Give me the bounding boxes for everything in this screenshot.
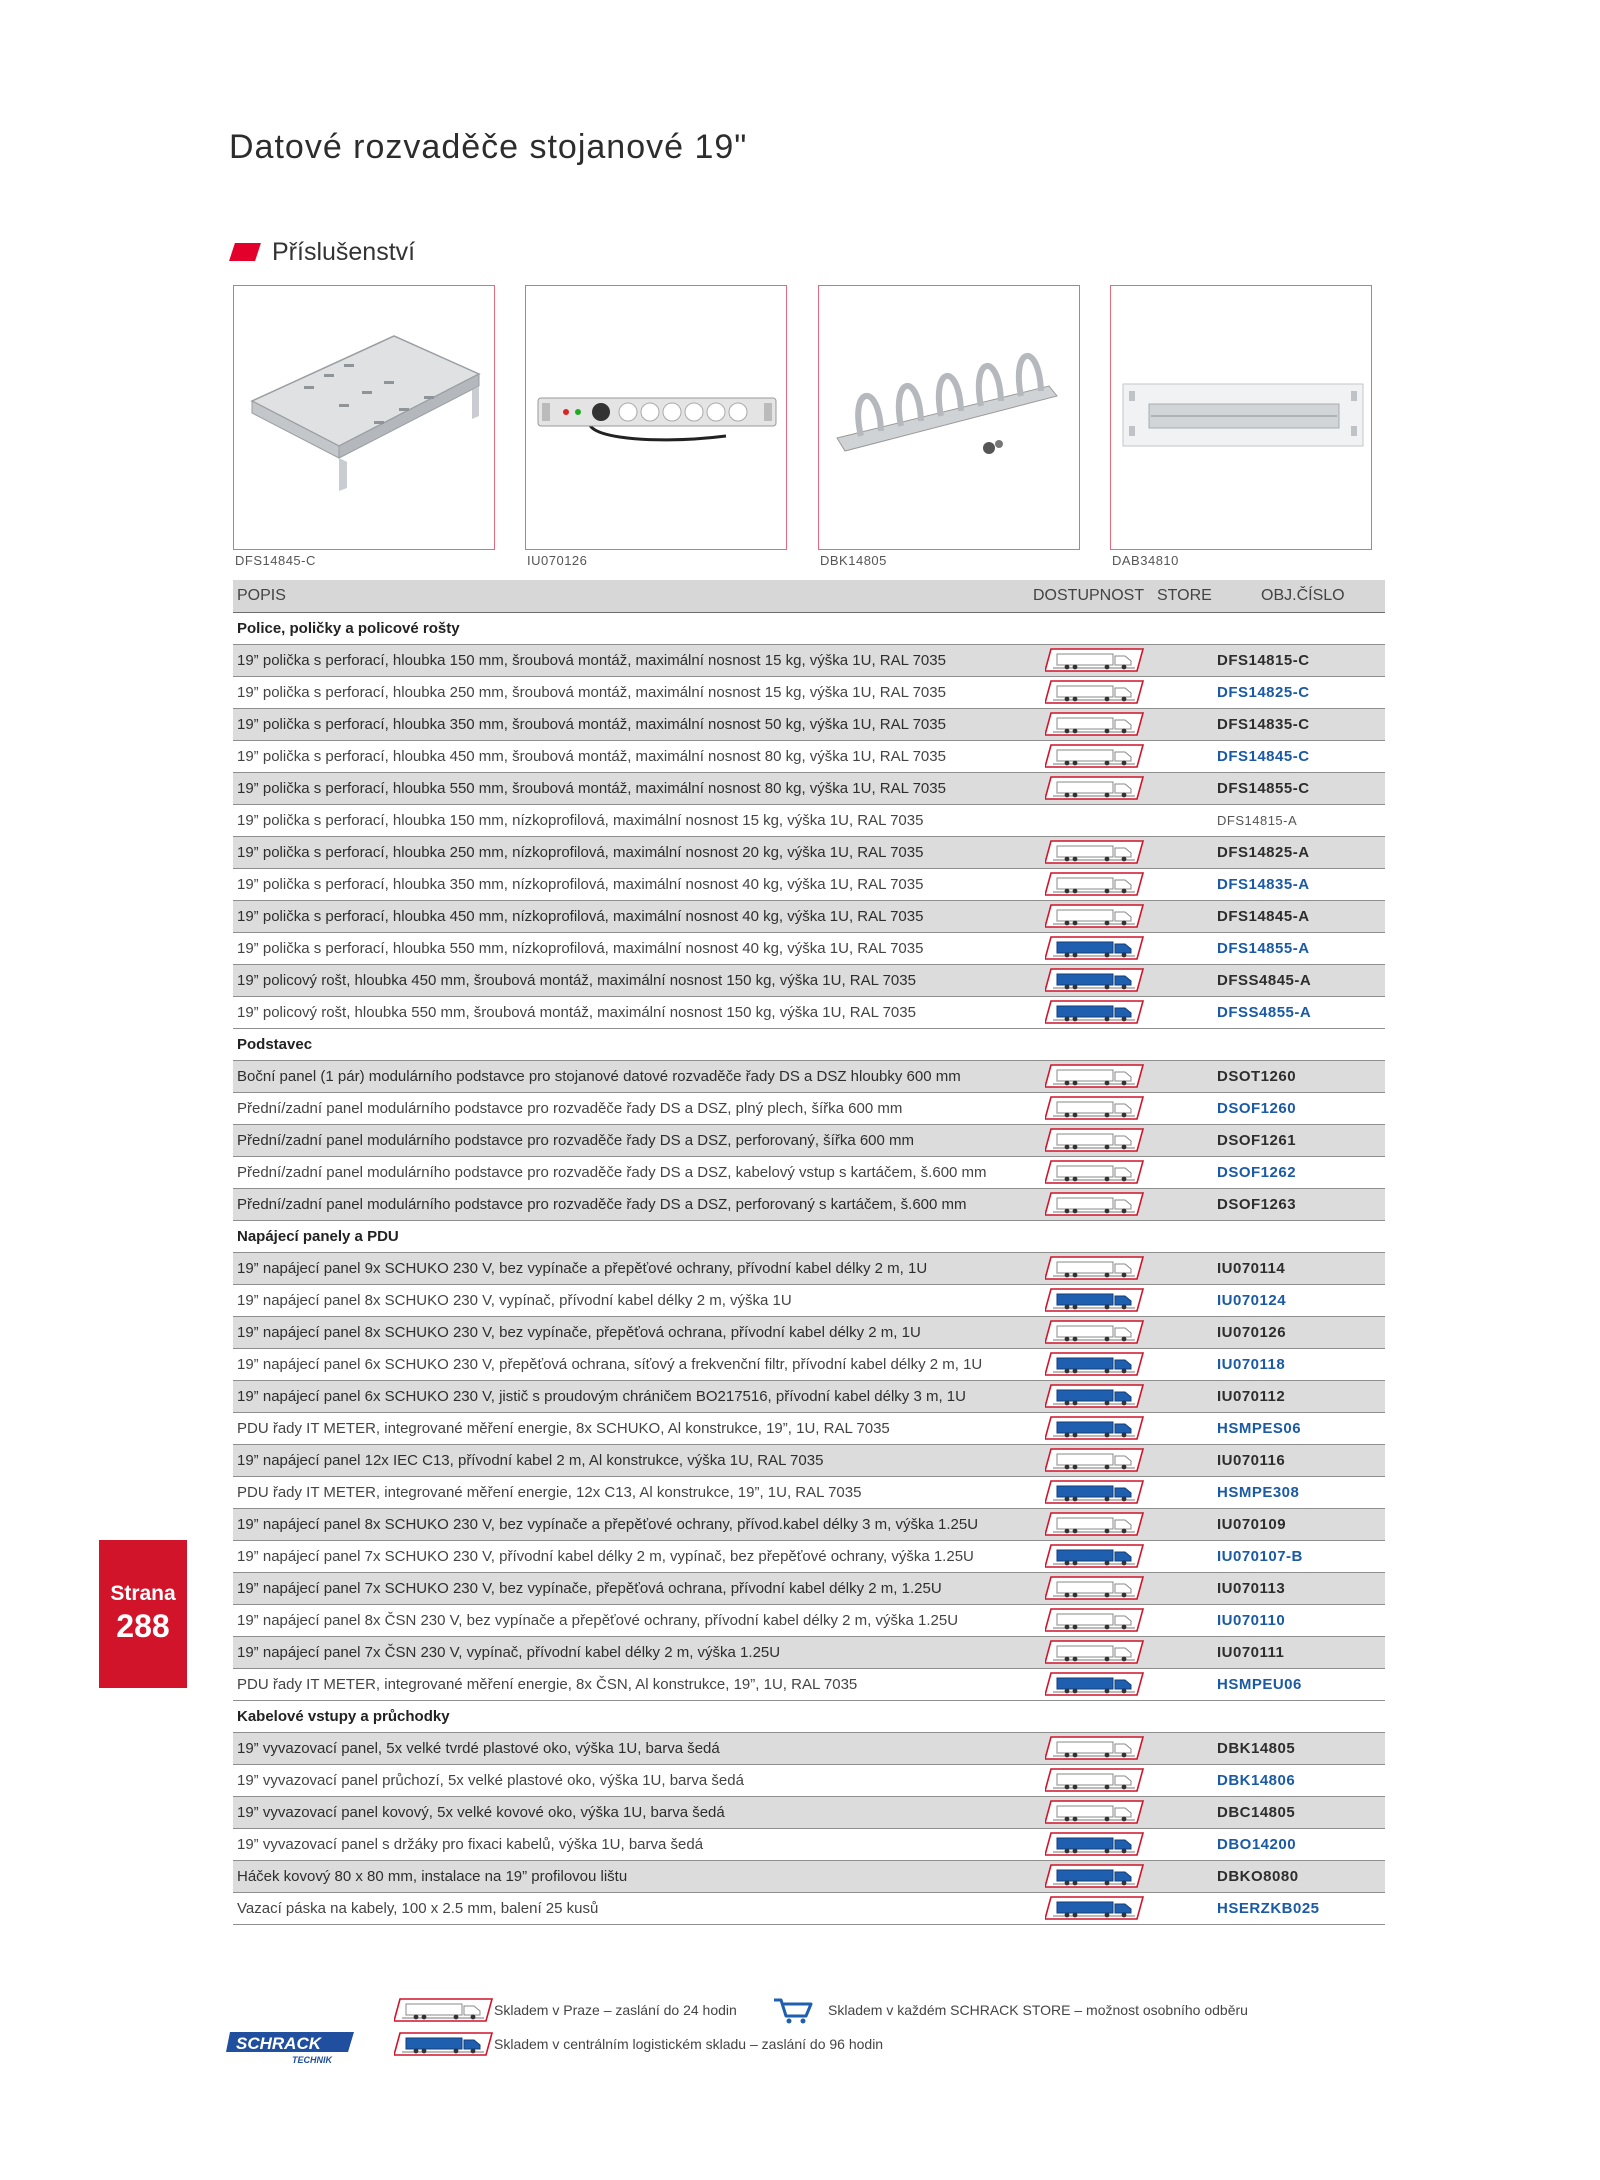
brush-panel-image — [1111, 286, 1373, 551]
row-availability — [1033, 1892, 1153, 1924]
truck-white-icon — [1045, 1159, 1145, 1185]
group-title: Podstavec — [233, 1028, 1385, 1060]
row-availability — [1033, 708, 1153, 740]
row-store — [1153, 1188, 1213, 1220]
truck-white-icon — [1045, 1575, 1145, 1601]
truck-white-icon — [1045, 775, 1145, 801]
row-order-number[interactable]: IU070126 — [1213, 1316, 1385, 1348]
row-description: 19” vyvazovací panel s držáky pro fixaci kabelů, výška 1U, barva šedá — [233, 1828, 1033, 1860]
row-description: 19” napájecí panel 12x IEC C13, přívodní kabel 2 m, Al konstrukce, výška 1U, RAL 7035 — [233, 1444, 1033, 1476]
row-description: 19” polička s perforací, hloubka 450 mm, šroubová montáž, maximální nosnost 80 kg, výška 1U, RAL 7035 — [233, 740, 1033, 772]
row-availability — [1033, 1156, 1153, 1188]
section-label: Příslušenství — [272, 237, 416, 266]
product-table — [233, 580, 1385, 1925]
row-availability — [1033, 996, 1153, 1028]
row-description: 19” napájecí panel 8x SCHUKO 230 V, bez vypínače a přepěťové ochrany, přívod.kabel délky 3 m, výška 1.25U — [233, 1508, 1033, 1540]
shelf-image — [234, 286, 496, 551]
table-row — [233, 1476, 1385, 1508]
row-order-number[interactable]: DFS14835-C — [1213, 708, 1385, 740]
row-description: PDU řady IT METER, integrované měření energie, 12x C13, Al konstrukce, 19”, 1U, RAL 7035 — [233, 1476, 1033, 1508]
page-title: Datové rozvaděče stojanové 19" — [229, 128, 748, 166]
row-availability — [1033, 1572, 1153, 1604]
row-order-number[interactable]: IU070113 — [1213, 1572, 1385, 1604]
row-order-number[interactable]: DFSS4855-A — [1213, 996, 1385, 1028]
row-order-number[interactable]: DSOT1260 — [1213, 1060, 1385, 1092]
row-availability — [1033, 740, 1153, 772]
row-description: 19” napájecí panel 6x SCHUKO 230 V, jistič s proudovým chráničem BO217516, přívodní kabel délky 3 m, 1U — [233, 1380, 1033, 1412]
row-order-number[interactable]: DFS14825-A — [1213, 836, 1385, 868]
row-order-number[interactable]: IU070116 — [1213, 1444, 1385, 1476]
row-store — [1153, 1412, 1213, 1444]
truck-white-icon — [386, 1997, 494, 2023]
row-description: 19” napájecí panel 8x ČSN 230 V, bez vypínače a přepěťové ochrany, přívodní kabel délky 2 m, výška 1.25U — [233, 1604, 1033, 1636]
row-store — [1153, 804, 1213, 836]
table-row — [233, 1252, 1385, 1284]
table-row — [233, 1284, 1385, 1316]
product-card-power-strip[interactable] — [525, 285, 787, 550]
row-description: 19” polička s perforací, hloubka 550 mm, nízkoprofilová, maximální nosnost 40 kg, výška 1U, RAL 7035 — [233, 932, 1033, 964]
row-availability — [1033, 1796, 1153, 1828]
page-number: 288 — [116, 1608, 170, 1644]
truck-white-icon — [1045, 1191, 1145, 1217]
row-availability — [1033, 1508, 1153, 1540]
row-availability — [1033, 1828, 1153, 1860]
truck-white-icon — [1045, 647, 1145, 673]
row-order-number[interactable]: DFS14845-A — [1213, 900, 1385, 932]
row-availability — [1033, 1188, 1153, 1220]
row-store — [1153, 1540, 1213, 1572]
row-description: 19” polička s perforací, hloubka 150 mm, nízkoprofilová, maximální nosnost 15 kg, výška 1U, RAL 7035 — [233, 804, 1033, 836]
row-order-number[interactable]: DFS14845-C — [1213, 740, 1385, 772]
truck-blue-icon — [1045, 1671, 1145, 1697]
row-store — [1153, 1604, 1213, 1636]
row-description: Přední/zadní panel modulárního podstavce pro rozvaděče řady DS a DSZ, plný plech, šířka 600 mm — [233, 1092, 1033, 1124]
group-row — [233, 1220, 1385, 1252]
row-availability — [1033, 1124, 1153, 1156]
row-description: 19” napájecí panel 7x SCHUKO 230 V, bez vypínače, přepěťová ochrana, přívodní kabel délky 2 m, 1.25U — [233, 1572, 1033, 1604]
truck-blue-icon — [1045, 1895, 1145, 1921]
group-row — [233, 1700, 1385, 1732]
row-store — [1153, 1060, 1213, 1092]
row-availability — [1033, 676, 1153, 708]
row-store — [1153, 1508, 1213, 1540]
table-row — [233, 996, 1385, 1028]
row-description: 19” napájecí panel 8x SCHUKO 230 V, vypínač, přívodní kabel délky 2 m, výška 1U — [233, 1284, 1033, 1316]
row-store — [1153, 900, 1213, 932]
table-row — [233, 1092, 1385, 1124]
legend-store: Skladem v každém SCHRACK STORE – možnost osobního odběru — [828, 2002, 1248, 2018]
table-row — [233, 900, 1385, 932]
row-store — [1153, 1732, 1213, 1764]
row-description: 19” vyvazovací panel, 5x velké tvrdé plastové oko, výška 1U, barva šedá — [233, 1732, 1033, 1764]
page-label: Strana — [110, 1582, 176, 1605]
truck-blue-icon — [1045, 935, 1145, 961]
row-order-number[interactable]: DBK14806 — [1213, 1764, 1385, 1796]
product-code: DBK14805 — [820, 553, 887, 568]
row-store — [1153, 836, 1213, 868]
truck-blue-icon — [394, 2031, 494, 2057]
header-dostupnost: DOSTUPNOST — [1033, 580, 1153, 612]
row-availability — [1033, 1636, 1153, 1668]
table-row — [233, 1124, 1385, 1156]
row-order-number[interactable]: DFS14825-C — [1213, 676, 1385, 708]
row-availability — [1033, 836, 1153, 868]
row-order-number[interactable]: DFSS4845-A — [1213, 964, 1385, 996]
table-row — [233, 644, 1385, 676]
row-order-number[interactable]: IU070114 — [1213, 1252, 1385, 1284]
truck-white-icon — [1045, 743, 1145, 769]
row-order-number[interactable]: DBK14805 — [1213, 1732, 1385, 1764]
row-store — [1153, 1796, 1213, 1828]
row-description: 19” polička s perforací, hloubka 350 mm, nízkoprofilová, maximální nosnost 40 kg, výška 1U, RAL 7035 — [233, 868, 1033, 900]
table-row — [233, 1540, 1385, 1572]
row-description: 19” polička s perforací, hloubka 350 mm, šroubová montáž, maximální nosnost 50 kg, výška 1U, RAL 7035 — [233, 708, 1033, 740]
row-description: 19” vyvazovací panel kovový, 5x velké kovové oko, výška 1U, barva šedá — [233, 1796, 1033, 1828]
table-row — [233, 1188, 1385, 1220]
row-order-number[interactable]: IU070118 — [1213, 1348, 1385, 1380]
truck-blue-icon — [1045, 1479, 1145, 1505]
row-order-number[interactable]: DBO14200 — [1213, 1828, 1385, 1860]
truck-blue-icon — [1045, 1351, 1145, 1377]
table-row — [233, 676, 1385, 708]
row-description: 19” polička s perforací, hloubka 450 mm, nízkoprofilová, maximální nosnost 40 kg, výška 1U, RAL 7035 — [233, 900, 1033, 932]
row-order-number[interactable]: IU070109 — [1213, 1508, 1385, 1540]
row-description: 19” polička s perforací, hloubka 250 mm, nízkoprofilová, maximální nosnost 20 kg, výška 1U, RAL 7035 — [233, 836, 1033, 868]
table-row — [233, 1316, 1385, 1348]
table-row — [233, 836, 1385, 868]
truck-white-icon — [1045, 839, 1145, 865]
row-store — [1153, 1348, 1213, 1380]
group-row — [233, 612, 1385, 644]
table-row — [233, 964, 1385, 996]
row-order-number[interactable]: DSOF1260 — [1213, 1092, 1385, 1124]
row-order-number[interactable]: HSERZKB025 — [1213, 1892, 1385, 1924]
row-availability — [1033, 1860, 1153, 1892]
table-row — [233, 708, 1385, 740]
row-description: 19” polička s perforací, hloubka 550 mm, šroubová montáž, maximální nosnost 80 kg, výška 1U, RAL 7035 — [233, 772, 1033, 804]
cable-manager-image — [819, 286, 1081, 551]
row-description: 19” polička s perforací, hloubka 150 mm, šroubová montáž, maximální nosnost 15 kg, výška 1U, RAL 7035 — [233, 644, 1033, 676]
section-marker-icon — [229, 243, 261, 261]
truck-white-icon — [1045, 1767, 1145, 1793]
header-store: STORE — [1153, 580, 1213, 612]
row-description: Vazací páska na kabely, 100 x 2.5 mm, balení 25 kusů — [233, 1892, 1033, 1924]
row-order-number[interactable]: DFS14835-A — [1213, 868, 1385, 900]
row-description: 19” napájecí panel 8x SCHUKO 230 V, bez vypínače, přepěťová ochrana, přívodní kabel délky 2 m, 1U — [233, 1316, 1033, 1348]
row-description: Přední/zadní panel modulárního podstavce pro rozvaděče řady DS a DSZ, perforovaný, šířka 600 mm — [233, 1124, 1033, 1156]
row-order-number[interactable]: IU070124 — [1213, 1284, 1385, 1316]
truck-white-icon — [1045, 1735, 1145, 1761]
header-popis: POPIS — [233, 580, 1033, 612]
row-order-number[interactable]: HSMPEU06 — [1213, 1668, 1385, 1700]
legend-central: Skladem v centrálním logistickém skladu – zaslání do 96 hodin — [494, 2036, 884, 2052]
row-store — [1153, 1668, 1213, 1700]
truck-white-icon — [394, 1997, 494, 2023]
truck-blue-icon — [1045, 967, 1145, 993]
truck-white-icon — [1045, 1447, 1145, 1473]
truck-blue-icon — [386, 2031, 494, 2057]
row-order-number[interactable]: DBKO8080 — [1213, 1860, 1385, 1892]
table-row — [233, 1572, 1385, 1604]
truck-white-icon — [1045, 1319, 1145, 1345]
truck-white-icon — [1045, 1255, 1145, 1281]
row-store — [1153, 644, 1213, 676]
truck-white-icon — [1045, 1639, 1145, 1665]
table-row — [233, 1636, 1385, 1668]
row-availability — [1033, 804, 1153, 836]
row-order-number[interactable]: HSMPE308 — [1213, 1476, 1385, 1508]
product-code: DFS14845-C — [235, 553, 316, 568]
truck-white-icon — [1045, 1607, 1145, 1633]
group-title: Napájecí panely a PDU — [233, 1220, 1385, 1252]
row-store — [1153, 708, 1213, 740]
power-strip-image — [526, 286, 788, 551]
row-store — [1153, 1380, 1213, 1412]
row-order-number[interactable]: DBC14805 — [1213, 1796, 1385, 1828]
row-store — [1153, 1476, 1213, 1508]
truck-blue-icon — [1045, 1383, 1145, 1409]
row-order-number[interactable]: IU070107-B — [1213, 1540, 1385, 1572]
row-store — [1153, 964, 1213, 996]
table-row — [233, 1892, 1385, 1924]
shopping-cart-icon — [772, 1996, 814, 2024]
row-store — [1153, 1764, 1213, 1796]
row-availability — [1033, 964, 1153, 996]
row-description: PDU řady IT METER, integrované měření energie, 8x SCHUKO, Al konstrukce, 19”, 1U, RAL 7035 — [233, 1412, 1033, 1444]
row-order-number[interactable]: DSOF1261 — [1213, 1124, 1385, 1156]
row-description: 19” napájecí panel 7x SCHUKO 230 V, přívodní kabel délky 2 m, vypínač, bez přepěťové ochrany, výška 1.25U — [233, 1540, 1033, 1572]
row-store — [1153, 868, 1213, 900]
row-availability — [1033, 1476, 1153, 1508]
table-row — [233, 1668, 1385, 1700]
table-row — [233, 1828, 1385, 1860]
row-description: Přední/zadní panel modulárního podstavce pro rozvaděče řady DS a DSZ, kabelový vstup s kartáčem, š.600 mm — [233, 1156, 1033, 1188]
table-row — [233, 1380, 1385, 1412]
truck-white-icon — [1045, 679, 1145, 705]
row-availability — [1033, 1060, 1153, 1092]
table-row — [233, 1604, 1385, 1636]
row-availability — [1033, 900, 1153, 932]
row-store — [1153, 1636, 1213, 1668]
truck-blue-icon — [1045, 1287, 1145, 1313]
table-row — [233, 740, 1385, 772]
row-availability — [1033, 868, 1153, 900]
row-store — [1153, 1316, 1213, 1348]
row-store — [1153, 1444, 1213, 1476]
table-header-row — [233, 580, 1385, 612]
truck-white-icon — [1045, 711, 1145, 737]
row-description: 19” policový rošt, hloubka 450 mm, šroubová montáž, maximální nosnost 150 kg, výška 1U, RAL 7035 — [233, 964, 1033, 996]
row-store — [1153, 932, 1213, 964]
table-row — [233, 1348, 1385, 1380]
svg-text:SCHRACK: SCHRACK — [236, 2034, 321, 2053]
row-order-number[interactable]: IU070112 — [1213, 1380, 1385, 1412]
truck-blue-icon — [1045, 1543, 1145, 1569]
page-number-tab — [99, 1540, 187, 1688]
truck-blue-icon — [1045, 1863, 1145, 1889]
row-store — [1153, 676, 1213, 708]
row-store — [1153, 1572, 1213, 1604]
row-order-number[interactable]: IU070110 — [1213, 1604, 1385, 1636]
row-availability — [1033, 644, 1153, 676]
table-row — [233, 804, 1385, 836]
truck-blue-icon — [1045, 1831, 1145, 1857]
truck-white-icon — [1045, 1127, 1145, 1153]
row-order-number[interactable]: DFS14815-A — [1213, 804, 1385, 836]
row-description: 19” napájecí panel 7x ČSN 230 V, vypínač, přívodní kabel délky 2 m, výška 1.25U — [233, 1636, 1033, 1668]
row-availability — [1033, 1252, 1153, 1284]
header-obj-cislo: OBJ.ČÍSLO — [1213, 580, 1385, 612]
truck-white-icon — [1045, 903, 1145, 929]
product-card-brush-panel[interactable] — [1110, 285, 1372, 550]
truck-white-icon — [1045, 1511, 1145, 1537]
row-store — [1153, 772, 1213, 804]
row-store — [1153, 1252, 1213, 1284]
row-description: 19” napájecí panel 9x SCHUKO 230 V, bez vypínače a přepěťové ochrany, přívodní kabel délky 2 m, 1U — [233, 1252, 1033, 1284]
row-store — [1153, 1828, 1213, 1860]
row-description: Háček kovový 80 x 80 mm, instalace na 19” profilovou lištu — [233, 1860, 1033, 1892]
table-row — [233, 932, 1385, 964]
table-row — [233, 1156, 1385, 1188]
product-card-cable-manager[interactable] — [818, 285, 1080, 550]
truck-blue-icon — [1045, 1415, 1145, 1441]
row-order-number[interactable]: HSMPES06 — [1213, 1412, 1385, 1444]
section-heading — [232, 236, 415, 268]
row-availability — [1033, 1732, 1153, 1764]
row-store — [1153, 1156, 1213, 1188]
table-row — [233, 1796, 1385, 1828]
group-title: Police, poličky a policové rošty — [233, 612, 1385, 644]
legend-praha: Skladem v Praze – zaslání do 24 hodin — [494, 2002, 737, 2018]
row-order-number[interactable]: DSOF1263 — [1213, 1188, 1385, 1220]
row-availability — [1033, 1092, 1153, 1124]
table-row — [233, 1732, 1385, 1764]
row-availability — [1033, 1380, 1153, 1412]
row-store — [1153, 1892, 1213, 1924]
row-availability — [1033, 1540, 1153, 1572]
row-order-number[interactable]: DFS14815-C — [1213, 644, 1385, 676]
row-store — [1153, 996, 1213, 1028]
row-store — [1153, 1860, 1213, 1892]
table-row — [233, 1860, 1385, 1892]
row-availability — [1033, 1412, 1153, 1444]
row-order-number[interactable]: DFS14855-A — [1213, 932, 1385, 964]
truck-white-icon — [1045, 871, 1145, 897]
row-availability — [1033, 1444, 1153, 1476]
product-code: DAB34810 — [1112, 553, 1179, 568]
table-row — [233, 1508, 1385, 1540]
row-order-number[interactable]: DSOF1262 — [1213, 1156, 1385, 1188]
table-row — [233, 1060, 1385, 1092]
row-description: 19” policový rošt, hloubka 550 mm, šroubová montáž, maximální nosnost 150 kg, výška 1U, RAL 7035 — [233, 996, 1033, 1028]
row-description: 19” napájecí panel 6x SCHUKO 230 V, přepěťová ochrana, síťový a frekvenční filtr, přívodní kabel délky 2 m, 1U — [233, 1348, 1033, 1380]
row-description: Boční panel (1 pár) modulárního podstavce pro stojanové datové rozvaděče řady DS a DSZ hloubky 600 mm — [233, 1060, 1033, 1092]
product-card-shelf[interactable] — [233, 285, 495, 550]
truck-white-icon — [1045, 1063, 1145, 1089]
row-availability — [1033, 1316, 1153, 1348]
row-order-number[interactable]: IU070111 — [1213, 1636, 1385, 1668]
row-store — [1153, 1124, 1213, 1156]
truck-white-icon — [1045, 1095, 1145, 1121]
row-availability — [1033, 1668, 1153, 1700]
row-availability — [1033, 1604, 1153, 1636]
row-store — [1153, 1092, 1213, 1124]
group-row — [233, 1028, 1385, 1060]
row-availability — [1033, 1764, 1153, 1796]
table-row — [233, 868, 1385, 900]
table-row — [233, 1764, 1385, 1796]
group-title: Kabelové vstupy a průchodky — [233, 1700, 1385, 1732]
table-row — [233, 772, 1385, 804]
table-row — [233, 1412, 1385, 1444]
truck-blue-icon — [1045, 999, 1145, 1025]
row-description: 19” polička s perforací, hloubka 250 mm, šroubová montáž, maximální nosnost 15 kg, výška 1U, RAL 7035 — [233, 676, 1033, 708]
row-store — [1153, 1284, 1213, 1316]
row-availability — [1033, 1284, 1153, 1316]
truck-white-icon — [1045, 1799, 1145, 1825]
table-row — [233, 1444, 1385, 1476]
row-availability — [1033, 1348, 1153, 1380]
row-store — [1153, 740, 1213, 772]
schrack-logo — [226, 2030, 356, 2066]
row-order-number[interactable]: DFS14855-C — [1213, 772, 1385, 804]
product-code: IU070126 — [527, 553, 588, 568]
row-description: Přední/zadní panel modulárního podstavce pro rozvaděče řady DS a DSZ, perforovaný s kartáčem, š.600 mm — [233, 1188, 1033, 1220]
row-description: 19” vyvazovací panel průchozí, 5x velké plastové oko, výška 1U, barva šedá — [233, 1764, 1033, 1796]
svg-text:TECHNIK: TECHNIK — [292, 2055, 332, 2065]
row-availability — [1033, 932, 1153, 964]
row-availability — [1033, 772, 1153, 804]
row-description: PDU řady IT METER, integrované měření energie, 8x ČSN, Al konstrukce, 19”, 1U, RAL 7035 — [233, 1668, 1033, 1700]
